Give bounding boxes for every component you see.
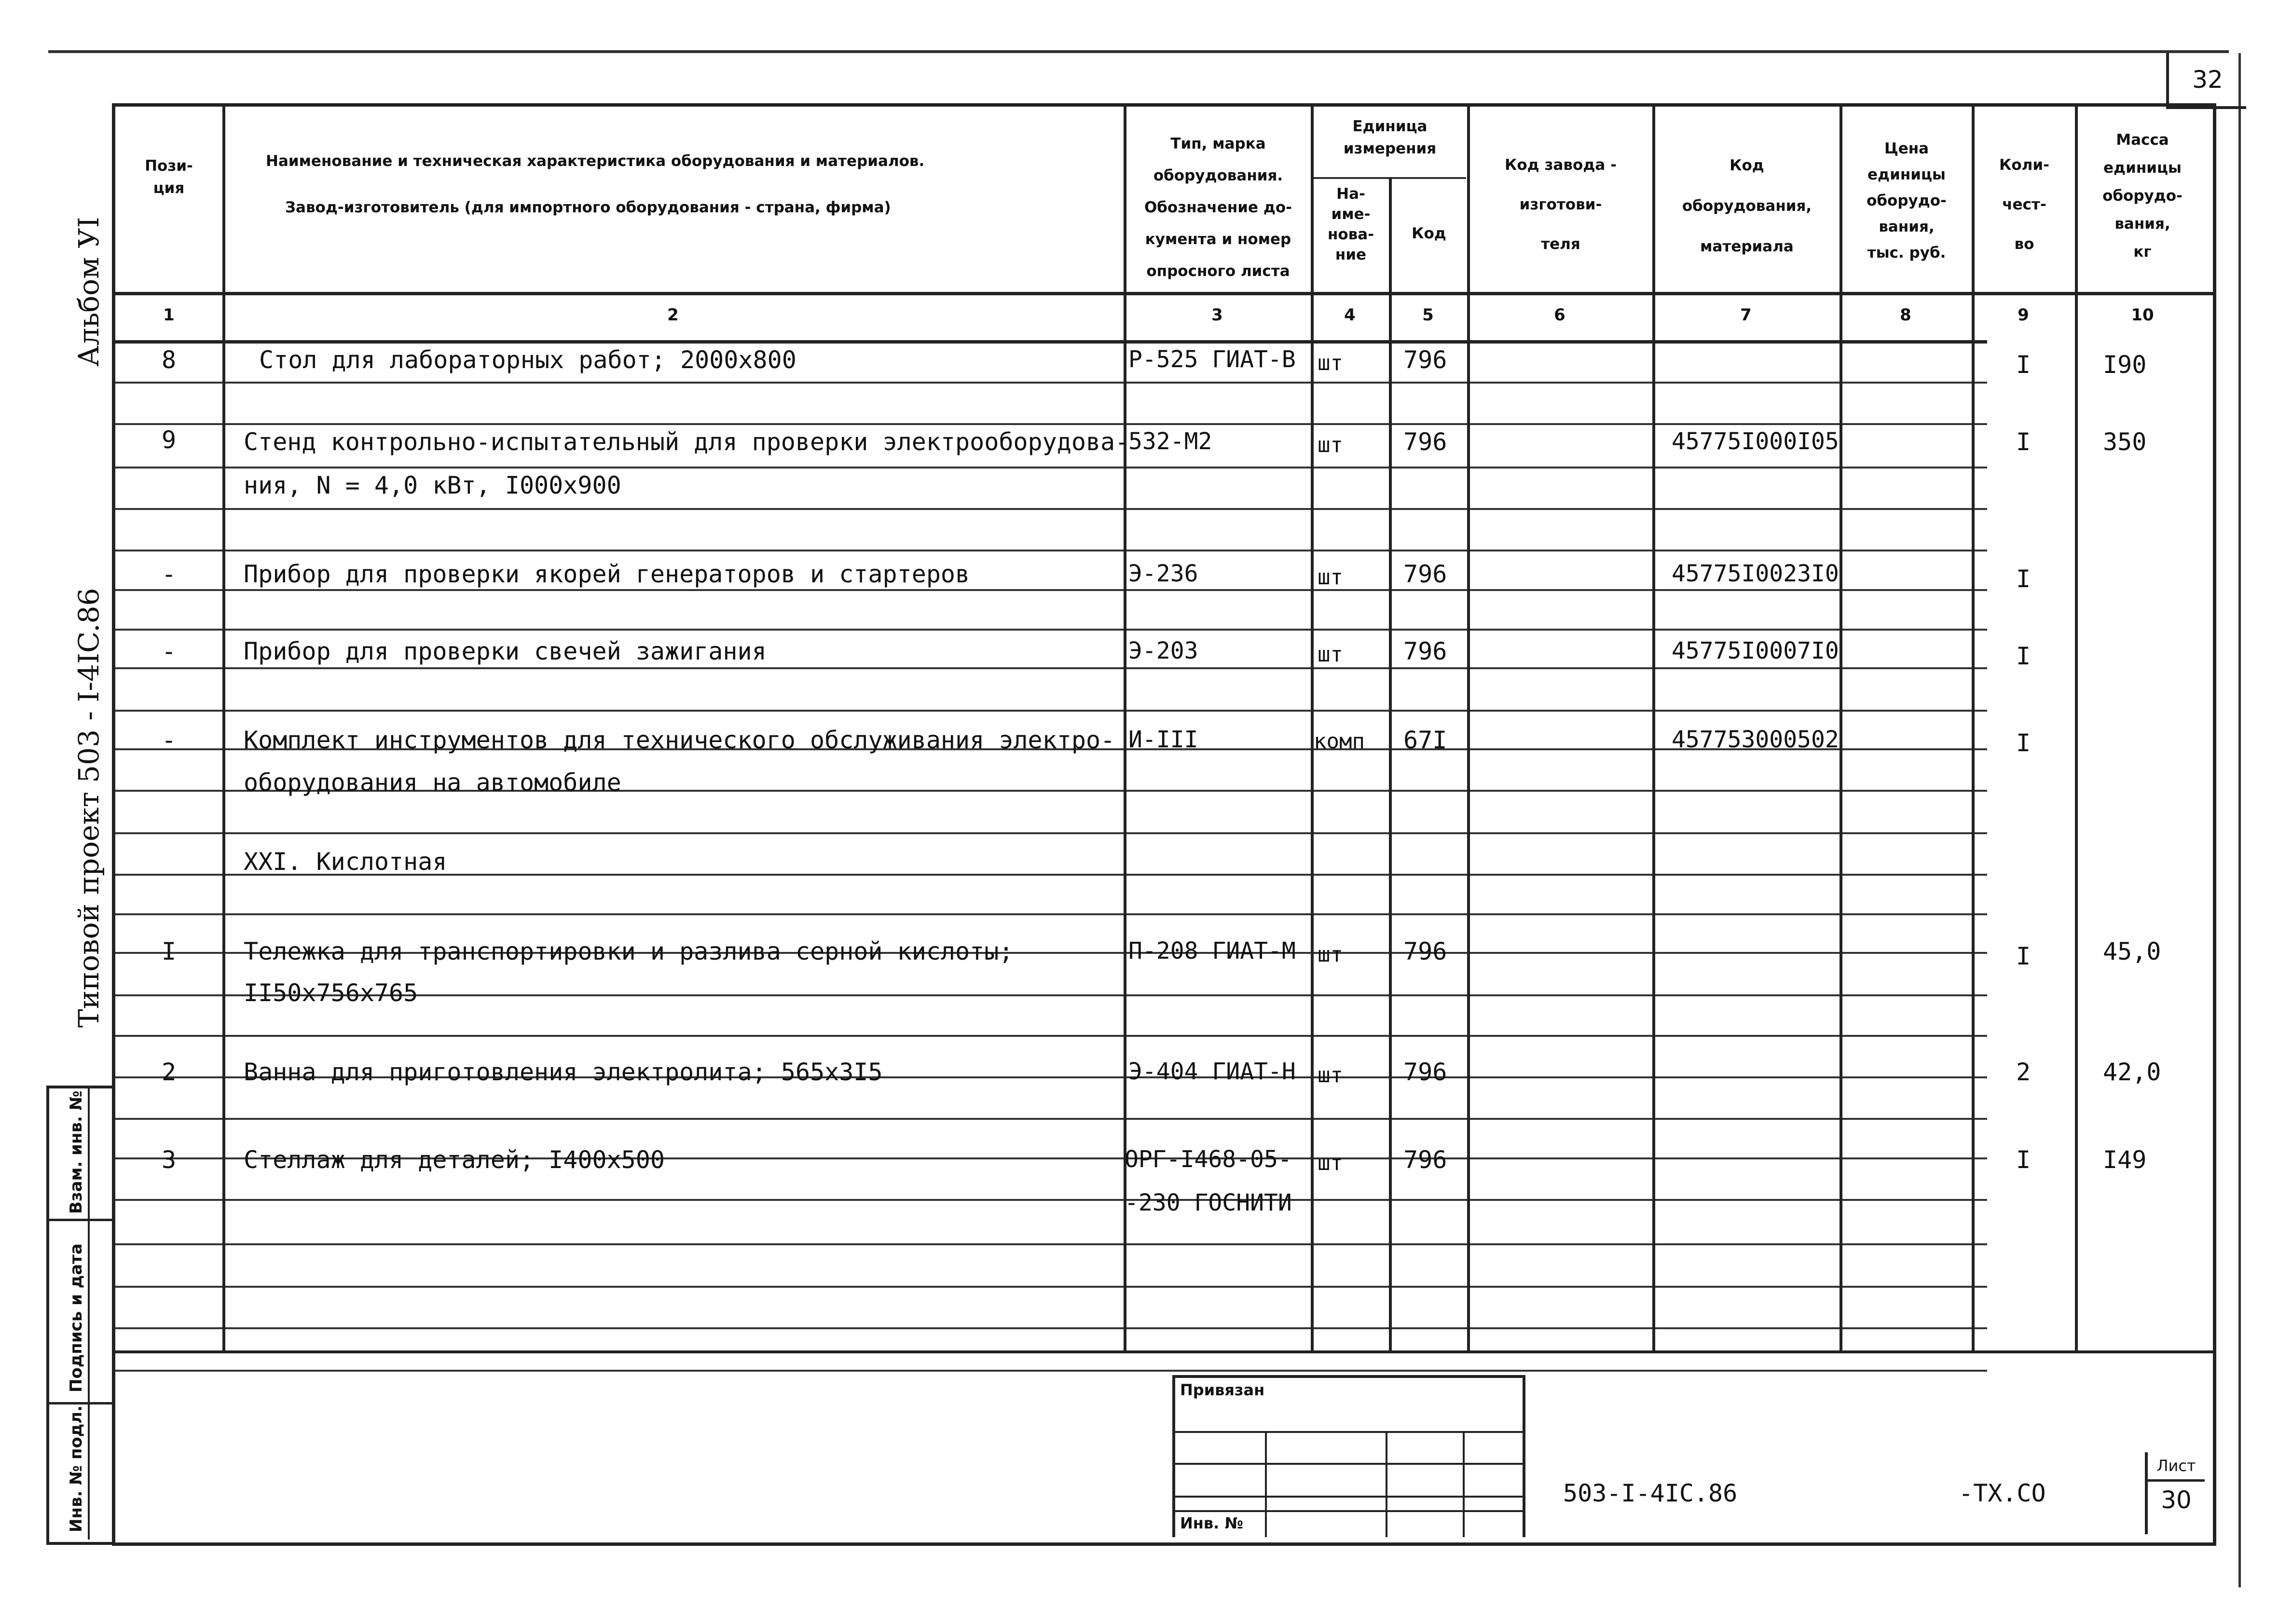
- row-mass: I90: [2103, 351, 2147, 379]
- header-factory-code: Код завода - изготови- теля: [1505, 156, 1617, 253]
- row-line: [115, 913, 1987, 915]
- row-name: Стеллаж для деталей; I400х500: [244, 1146, 665, 1174]
- header-name: Наименование и техническая характеристика оборудования и материалов.: [266, 152, 925, 170]
- equipment-table: [112, 103, 2216, 1546]
- stamp-col: [1463, 1431, 1465, 1537]
- row-mass: 45,0: [2103, 937, 2161, 965]
- row-name: Стол для лабораторных работ; 2000х800: [259, 346, 796, 374]
- stamp-sign-label: Подпись и дата: [67, 1243, 86, 1392]
- row-position: 2: [161, 1058, 177, 1086]
- header-unit-name: На- име- нова- ние: [1327, 185, 1374, 263]
- header-unit-group: Единица измерения: [1343, 118, 1437, 157]
- header-quantity: Коли- чест- во: [1999, 156, 2049, 253]
- row-position: -: [161, 560, 177, 588]
- row-line: [115, 710, 1987, 712]
- row-mass: 42,0: [2103, 1058, 2161, 1086]
- stamp-replace-label: Взам. инв. №: [67, 1090, 86, 1214]
- column-numbers-rule: [115, 340, 1987, 344]
- row-quantity: I: [2016, 942, 2031, 970]
- row-line: [115, 1199, 1987, 1201]
- side-strip-divider: [88, 1088, 90, 1540]
- stamp-inv-label: Инв. №: [1180, 1514, 1243, 1532]
- row-line: [115, 667, 1987, 669]
- row-unit-code: 796: [1403, 560, 1447, 588]
- row-type: ОРГ-I468-05-: [1125, 1146, 1292, 1173]
- row-type: И-III: [1128, 726, 1198, 753]
- row-name-continued: II50х756х765: [244, 979, 418, 1007]
- album-label: Альбом УI: [72, 217, 105, 367]
- row-line: [115, 382, 1987, 384]
- list-label: Лист: [2148, 1452, 2205, 1482]
- row-equipment-code: 45775I0023I0: [1672, 560, 1839, 587]
- row-equipment-code: 45775I000I05: [1672, 428, 1839, 455]
- row-unit: комп: [1314, 729, 1365, 754]
- row-mass: 350: [2103, 428, 2147, 456]
- row-unit-code: 796: [1403, 937, 1447, 965]
- header-mass: Масса единицы оборудо- вания, кг: [2102, 131, 2183, 261]
- row-unit: шт: [1318, 942, 1343, 967]
- col-line: [222, 107, 225, 1350]
- row-type: Э-404 ГИАТ-Н: [1128, 1058, 1296, 1085]
- col-line: [2075, 107, 2078, 1350]
- stamp-rule: [1175, 1431, 1523, 1433]
- row-type-continued: -230 ГОСНИТИ: [1125, 1189, 1292, 1216]
- stamp-rule: [1175, 1496, 1523, 1498]
- row-line: [115, 508, 1987, 510]
- row-line: [115, 1035, 1987, 1037]
- sheet-number: 32: [2166, 53, 2246, 109]
- col-line: [1652, 107, 1655, 1350]
- row-position: 8: [161, 346, 177, 374]
- row-name-continued: ния, N = 4,0 кВт, I000х900: [244, 471, 621, 499]
- header-bottom-rule: [115, 292, 2213, 295]
- row-name: Комплект инструментов для технического обслуживания электро-: [244, 726, 1115, 754]
- top-rule: [48, 50, 2229, 53]
- row-quantity: I: [2016, 351, 2031, 379]
- row-name-continued: оборудования на автомобиле: [244, 769, 621, 797]
- row-unit-code: 796: [1403, 637, 1447, 665]
- row-quantity: I: [2016, 428, 2031, 456]
- stamp-col: [1265, 1431, 1267, 1537]
- colnum-8: 8: [1900, 305, 1911, 325]
- row-name: Тележка для транспортировки и разлива серной кислоты;: [244, 937, 1014, 965]
- colnum-3: 3: [1211, 305, 1223, 325]
- row-position: 3: [161, 1146, 177, 1174]
- row-quantity: 2: [2016, 1058, 2031, 1086]
- row-name: Стенд контрольно-испытательный для проверки электрооборудова-: [244, 428, 1130, 456]
- stamp-orig-label: Инв. № подл.: [67, 1405, 86, 1532]
- row-equipment-code: 457753000502: [1672, 726, 1839, 753]
- stamp-cell-replace: [49, 1088, 112, 1221]
- header-manufacturer: Завод-изготовитель (для импортного оборудования - страна, фирма): [285, 199, 891, 216]
- row-line: [115, 832, 1987, 834]
- colnum-5: 5: [1422, 305, 1434, 325]
- row-line: [115, 1243, 1987, 1245]
- row-line: [115, 423, 1987, 425]
- row-unit-code: 796: [1403, 346, 1447, 374]
- header-equipment-code: Код оборудования, материала: [1682, 157, 1812, 255]
- row-line: [115, 550, 1987, 551]
- row-type: 532-М2: [1128, 428, 1212, 455]
- row-line: [115, 1370, 1987, 1372]
- row-quantity: I: [2016, 729, 2031, 757]
- colnum-4: 4: [1344, 305, 1356, 325]
- row-unit: шт: [1318, 642, 1343, 667]
- row-equipment-code: 45775I0007I0: [1672, 637, 1839, 664]
- row-name: Прибор для проверки свечей зажигания: [244, 637, 767, 665]
- stamp-cell-orig: [49, 1402, 112, 1540]
- stamp-bound-label: Привязан: [1180, 1381, 1265, 1399]
- row-unit: шт: [1318, 1151, 1343, 1175]
- row-position: I: [161, 937, 177, 965]
- row-position: -: [161, 637, 177, 665]
- col-line: [1389, 177, 1392, 1350]
- row-line: [115, 589, 1987, 591]
- list-number: 30: [2161, 1486, 2192, 1514]
- stamp-rule: [1175, 1463, 1523, 1465]
- row-name: Прибор для проверки якорей генераторов и стартеров: [244, 560, 970, 588]
- row-quantity: I: [2016, 642, 2031, 670]
- document-suffix: -ТХ.СО: [1959, 1479, 2046, 1507]
- row-quantity: I: [2016, 1146, 2031, 1174]
- row-type: Э-236: [1128, 560, 1198, 587]
- colnum-2: 2: [667, 305, 679, 325]
- list-box: [2145, 1452, 2205, 1534]
- header-type: Тип, марка оборудования. Обозначение до- кумента и номер опросного листа: [1144, 135, 1292, 280]
- row-line: [115, 1118, 1987, 1120]
- project-label: Типовой проект 503 - I-4IC.86: [72, 588, 105, 1028]
- stamp-col: [1386, 1431, 1387, 1537]
- stamp-rule: [1175, 1510, 1523, 1512]
- row-unit-code: 796: [1403, 428, 1447, 456]
- row-unit-code: 67I: [1403, 726, 1447, 754]
- header-price: Цена единицы оборудо- вания, тыс. руб.: [1867, 140, 1947, 261]
- row-unit-code: 796: [1403, 1058, 1447, 1086]
- row-unit: шт: [1318, 565, 1343, 590]
- row-position: -: [161, 726, 177, 754]
- colnum-1: 1: [163, 305, 175, 325]
- colnum-7: 7: [1740, 305, 1752, 325]
- table-bottom-rule: [115, 1350, 2213, 1353]
- row-mass: I49: [2103, 1146, 2147, 1174]
- document-code: 503-I-4IC.86: [1563, 1479, 1738, 1507]
- header-unit-code: Код: [1412, 225, 1446, 242]
- colnum-10: 10: [2131, 305, 2154, 325]
- row-position: 9: [161, 426, 177, 454]
- row-unit: шт: [1318, 433, 1343, 457]
- approval-stamp: [1172, 1375, 1525, 1537]
- row-type: Э-203: [1128, 637, 1198, 664]
- section-heading: XXI. Кислотная: [244, 848, 447, 876]
- row-line: [115, 467, 1987, 468]
- row-unit: шт: [1318, 351, 1343, 375]
- col-line: [1311, 107, 1314, 1350]
- colnum-9: 9: [2018, 305, 2029, 325]
- row-unit-code: 796: [1403, 1146, 1447, 1174]
- colnum-6: 6: [1554, 305, 1565, 325]
- header-position: Пози- ция: [145, 157, 193, 197]
- row-name: Ванна для приготовления электролита; 565х3I5: [244, 1058, 883, 1086]
- col-line: [1467, 107, 1470, 1350]
- side-stamp-strip: [46, 1086, 112, 1545]
- row-quantity: I: [2016, 565, 2031, 593]
- row-line: [115, 1286, 1987, 1288]
- col-line: [1840, 107, 1842, 1350]
- right-rule: [2238, 53, 2241, 1587]
- row-unit: шт: [1318, 1063, 1343, 1087]
- row-line: [115, 629, 1987, 631]
- row-type: Р-525 ГИАТ-В: [1128, 346, 1296, 373]
- row-type: П-208 ГИАТ-М: [1128, 937, 1296, 964]
- stamp-cell-sign: [49, 1219, 112, 1404]
- row-line: [115, 1327, 1987, 1329]
